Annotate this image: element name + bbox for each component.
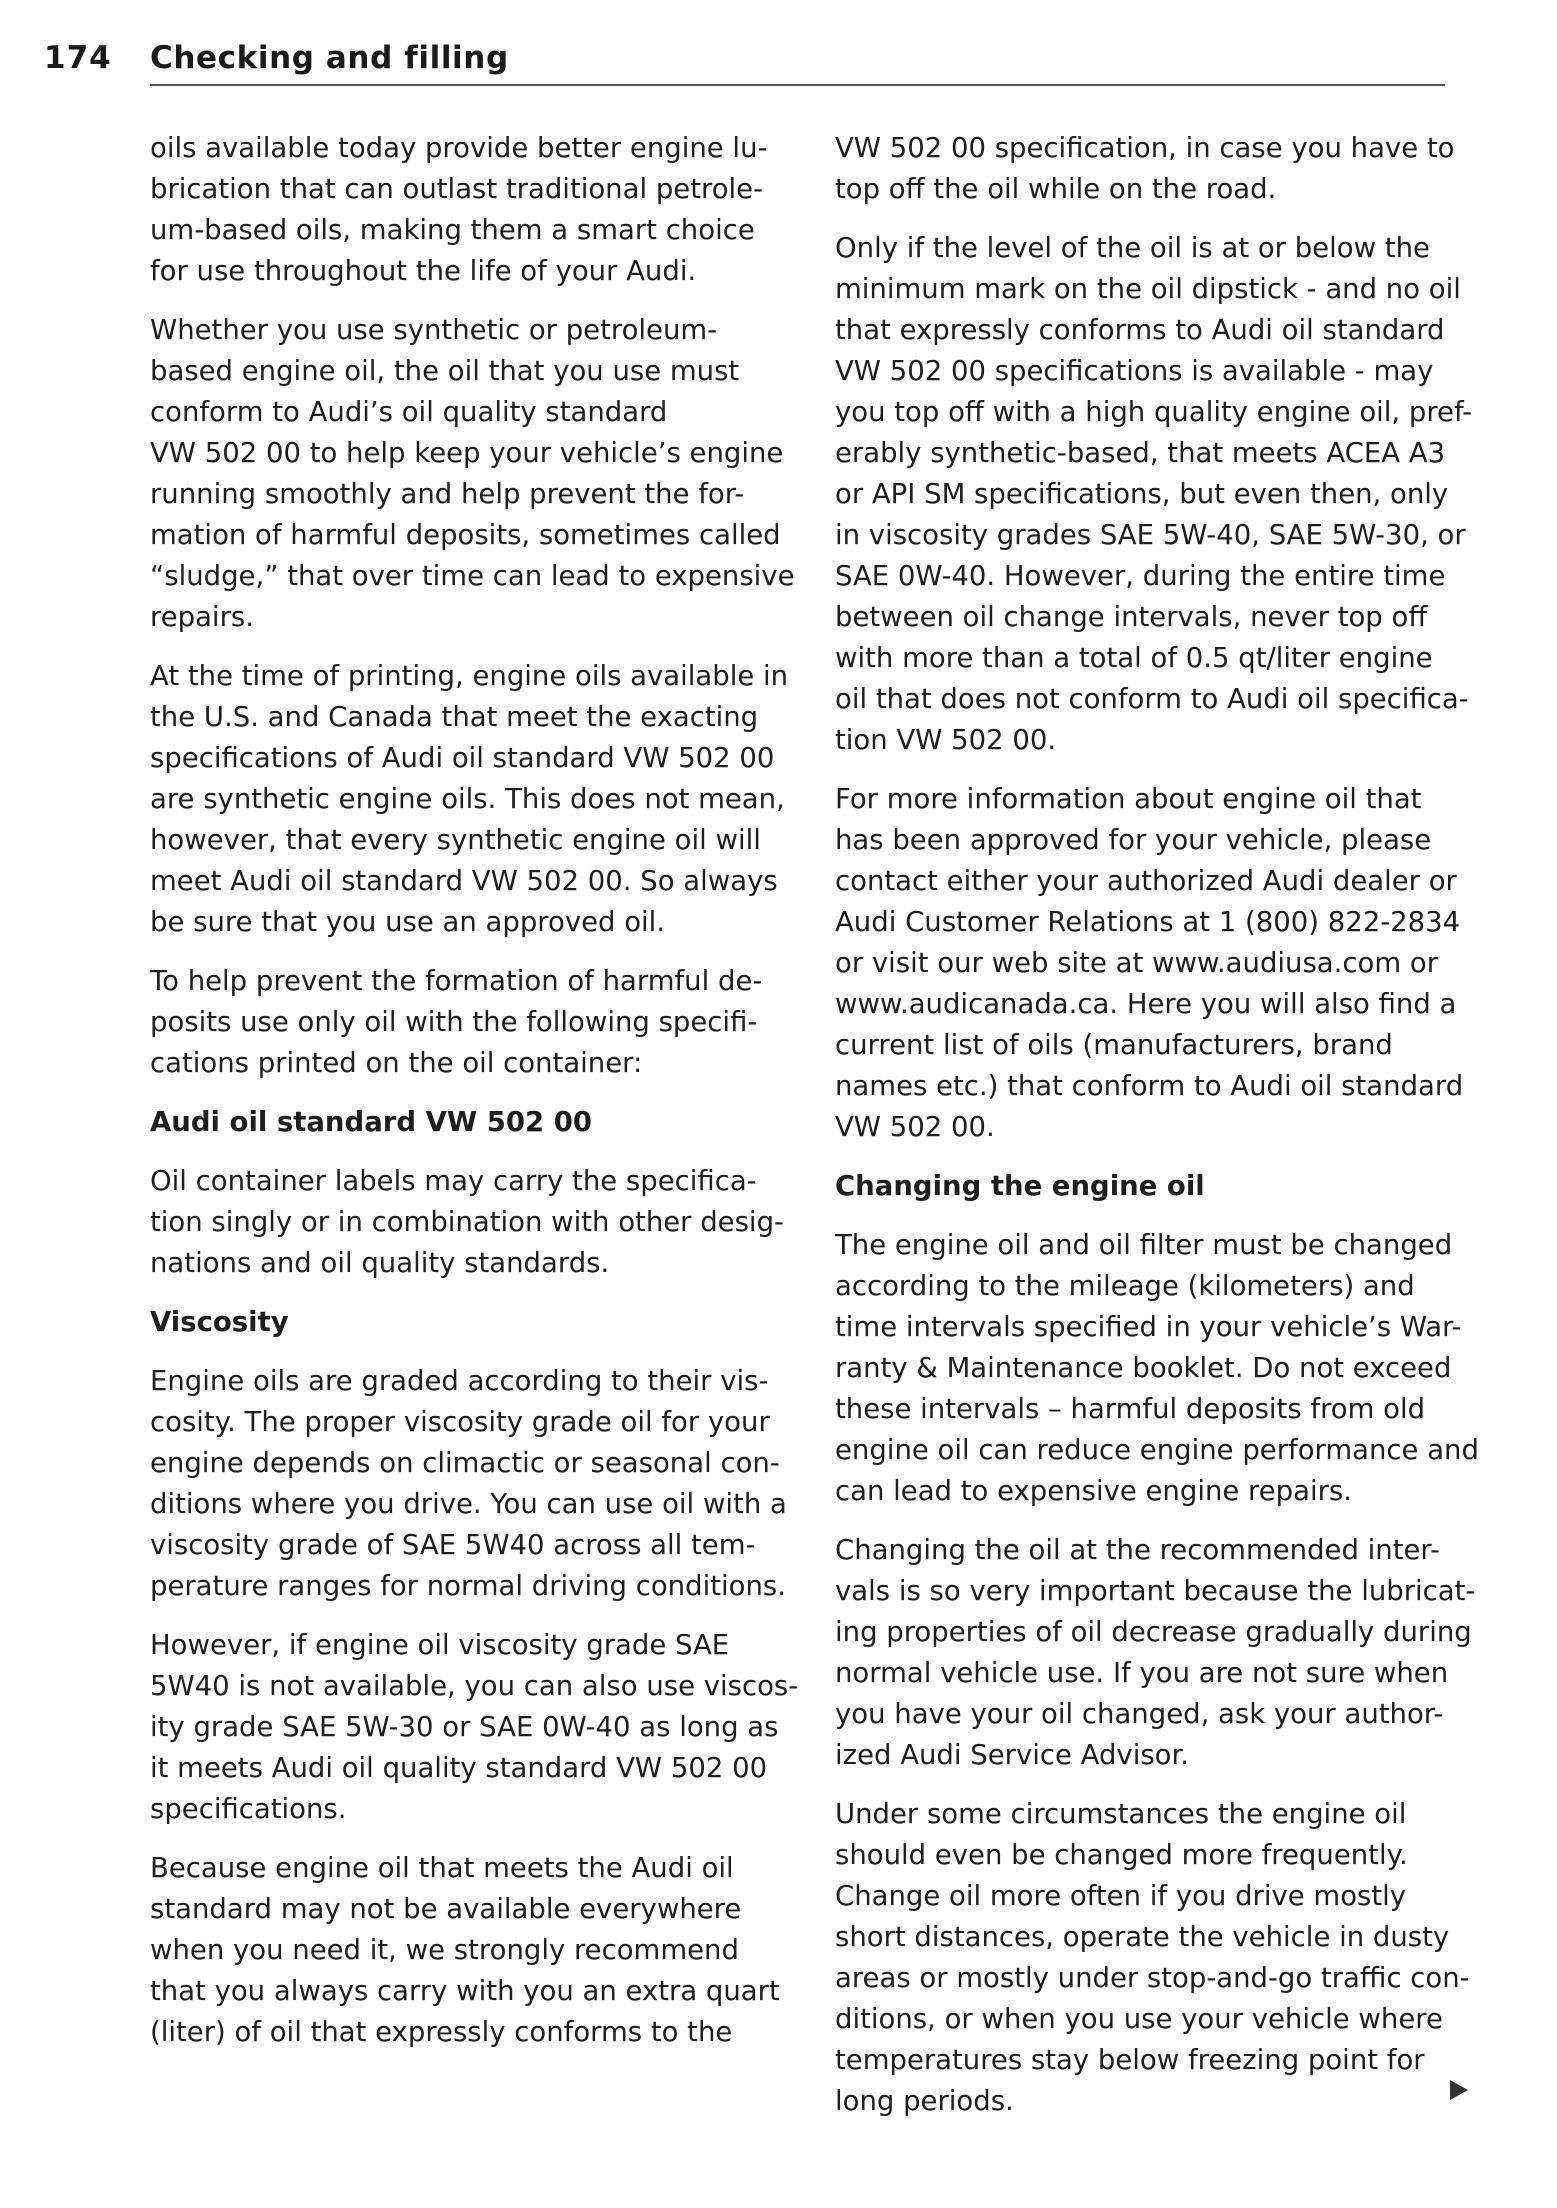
text-line: oils available today provide better engine lu- (150, 132, 768, 164)
text-line: The engine oil and oil filter must be changed (835, 1229, 1453, 1261)
body-paragraph (150, 310, 795, 638)
text-line: VW 502 00 to help keep your vehicle’s engine (150, 437, 784, 469)
body-paragraph (835, 128, 1465, 210)
text-line: are synthetic engine oils. This does not mean, (150, 783, 785, 815)
text-line: Audi Customer Relations at 1 (800) 822-2834 (835, 906, 1461, 938)
text-line: Engine oils are graded according to their vis- (150, 1365, 769, 1397)
text-line: according to the mileage (kilometers) and (835, 1270, 1415, 1302)
text-line: between oil change intervals, never top off (835, 601, 1428, 633)
text-line: that expressly conforms to Audi oil standard (835, 314, 1445, 346)
body-paragraph (835, 1794, 1470, 2122)
text-line: Changing the oil at the recommended inter- (835, 1534, 1440, 1566)
text-line: mation of harmful deposits, sometimes called (150, 519, 781, 551)
text-line: engine depends on climactic or seasonal con- (150, 1447, 780, 1479)
text-line: (liter) of oil that expressly conforms to the (150, 2016, 733, 2048)
text-line: Under some circumstances the engine oil (835, 1798, 1407, 1830)
text-line: minimum mark on the oil dipstick - and no oil (835, 273, 1461, 305)
text-line: time intervals specified in your vehicle’s War- (835, 1311, 1462, 1343)
section-title: Checking and filling (150, 40, 509, 76)
left-text-column (150, 128, 799, 2071)
body-paragraph (150, 656, 790, 943)
text-line: ranty & Maintenance booklet. Do not exceed (835, 1352, 1452, 1384)
text-line: short distances, operate the vehicle in dusty (835, 1921, 1450, 1953)
body-paragraph (835, 779, 1465, 1148)
body-paragraph (150, 128, 790, 292)
text-line: has been approved for your vehicle, please (835, 824, 1432, 856)
text-line: should even be changed more frequently. (835, 1839, 1408, 1871)
text-line: At the time of printing, engine oils available in (150, 660, 789, 692)
section-subheading: Viscosity (150, 1306, 289, 1338)
text-line: Change oil more often if you drive mostly (835, 1880, 1407, 1912)
text-line: www.audicanada.ca. Here you will also find a (835, 988, 1457, 1020)
text-line: in viscosity grades SAE 5W-40, SAE 5W-30, or (835, 519, 1466, 551)
text-line: Because engine oil that meets the Audi oil (150, 1852, 734, 1884)
body-paragraph (150, 1161, 790, 1284)
text-line: ditions, or when you use your vehicle where (835, 2003, 1443, 2035)
text-line: cations printed on the oil container: (150, 1047, 643, 1079)
body-paragraph (150, 1361, 790, 1607)
text-line: long periods. (835, 2085, 1014, 2117)
text-line: the U.S. and Canada that meet the exacting (150, 701, 759, 733)
text-line: areas or mostly under stop-and-go traffic con- (835, 1962, 1470, 1994)
text-line: that you always carry with you an extra quart (150, 1975, 780, 2007)
text-line: based engine oil, the oil that you use must (150, 355, 740, 387)
body-paragraph (835, 1225, 1479, 1512)
text-line: standard may not be available everywhere (150, 1893, 742, 1925)
text-line: VW 502 00 specification, in case you have to (835, 132, 1455, 164)
body-paragraph (150, 1625, 799, 1830)
text-line: you have your oil changed, ask your author- (835, 1698, 1444, 1730)
text-line: with more than a total of 0.5 qt/liter engine (835, 642, 1433, 674)
text-line: SAE 0W-40. However, during the entire time (835, 560, 1446, 592)
text-line: Only if the level of the oil is at or below the (835, 232, 1430, 264)
text-line: oil that does not conform to Audi oil specifica- (835, 683, 1469, 715)
body-paragraph (835, 228, 1473, 761)
text-line: repairs. (150, 601, 254, 633)
text-line: posits use only oil with the following specifi- (150, 1006, 758, 1038)
body-paragraph (150, 1848, 790, 2053)
text-line: top off the oil while on the road. (835, 173, 1277, 205)
text-line: running smoothly and help prevent the for- (150, 478, 745, 510)
text-line: ized Audi Service Advisor. (835, 1739, 1190, 1771)
text-line: um-based oils, making them a smart choice (150, 214, 755, 246)
right-text-column (835, 128, 1479, 2140)
text-line: engine oil can reduce engine performance and (835, 1434, 1479, 1466)
text-line: vals is so very important because the lubricat- (835, 1575, 1476, 1607)
section-subheading: Audi oil standard VW 502 00 (150, 1106, 593, 1138)
continue-arrow-icon (1450, 2080, 1468, 2100)
text-line: erably synthetic-based, that meets ACEA A3 (835, 437, 1446, 469)
body-paragraph (835, 1530, 1476, 1776)
page-number: 174 (44, 40, 112, 76)
header-divider (150, 84, 1445, 86)
text-line: ditions where you drive. You can use oil with a (150, 1488, 787, 1520)
text-line: VW 502 00. (835, 1111, 995, 1143)
text-line: nations and oil quality standards. (150, 1247, 610, 1279)
text-line: it meets Audi oil quality standard VW 502 00 (150, 1752, 768, 1784)
text-line: cosity. The proper viscosity grade oil for your (150, 1406, 770, 1438)
body-paragraph (150, 961, 790, 1084)
text-line: or visit our web site at www.audiusa.com or (835, 947, 1438, 979)
text-line: Whether you use synthetic or petroleum- (150, 314, 718, 346)
text-line: 5W40 is not available, you can also use viscos- (150, 1670, 799, 1702)
text-line: normal vehicle use. If you are not sure when (835, 1657, 1449, 1689)
text-line: Oil container labels may carry the specifica- (150, 1165, 757, 1197)
text-line: current list of oils (manufacturers, brand (835, 1029, 1393, 1061)
text-line: these intervals – harmful deposits from old (835, 1393, 1426, 1425)
text-line: or API SM specifications, but even then, only (835, 478, 1449, 510)
text-line: specifications. (150, 1793, 347, 1825)
text-line: when you need it, we strongly recommend (150, 1934, 739, 1966)
text-line: you top off with a high quality engine oil, pref- (835, 396, 1473, 428)
text-line: However, if engine oil viscosity grade SAE (150, 1629, 730, 1661)
text-line: can lead to expensive engine repairs. (835, 1475, 1352, 1507)
section-subheading: Changing the engine oil (835, 1170, 1205, 1202)
text-line: ity grade SAE 5W-30 or SAE 0W-40 as long as (150, 1711, 779, 1743)
text-line: contact either your authorized Audi dealer or (835, 865, 1457, 897)
text-line: specifications of Audi oil standard VW 502 00 (150, 742, 775, 774)
text-line: conform to Audi’s oil quality standard (150, 396, 668, 428)
text-line: ing properties of oil decrease gradually during (835, 1616, 1472, 1648)
text-line: names etc.) that conform to Audi oil standard (835, 1070, 1464, 1102)
text-line: meet Audi oil standard VW 502 00. So always (150, 865, 778, 897)
text-line: temperatures stay below freezing point for (835, 2044, 1425, 2076)
text-line: For more information about engine oil that (835, 783, 1422, 815)
text-line: viscosity grade of SAE 5W40 across all tem- (150, 1529, 756, 1561)
text-line: “sludge,” that over time can lead to expensive (150, 560, 795, 592)
text-line: be sure that you use an approved oil. (150, 906, 666, 938)
text-line: however, that every synthetic engine oil will (150, 824, 761, 856)
text-line: tion singly or in combination with other desig- (150, 1206, 784, 1238)
page-header (44, 40, 1444, 88)
text-line: To help prevent the formation of harmful de- (150, 965, 763, 997)
text-line: perature ranges for normal driving conditions. (150, 1570, 786, 1602)
text-line: brication that can outlast traditional petrole- (150, 173, 764, 205)
text-line: tion VW 502 00. (835, 724, 1057, 756)
text-line: for use throughout the life of your Audi. (150, 255, 697, 287)
text-line: VW 502 00 specifications is available - may (835, 355, 1434, 387)
